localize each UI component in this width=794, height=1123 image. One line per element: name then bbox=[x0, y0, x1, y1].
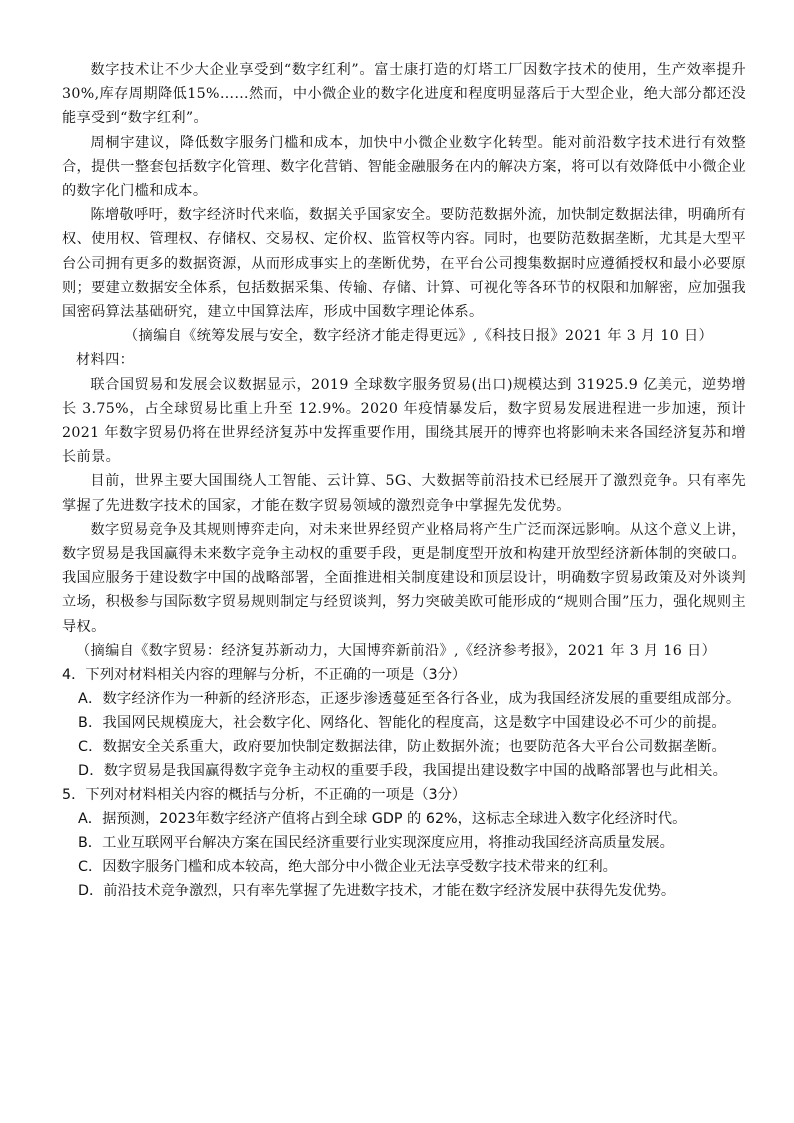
exam-page bbox=[62, 58, 746, 903]
question-4 bbox=[62, 663, 746, 783]
option-d: D．前沿技术竞争激烈，只有率先掌握了先进数字技术，才能在数字经济发展中获得先发优势。 bbox=[78, 883, 676, 900]
material-three bbox=[62, 58, 746, 348]
question-stem: 5．下列对材料相关内容的概括与分析，不正确的一项是（3分） bbox=[62, 787, 467, 804]
source-citation: （摘编自《数字贸易：经济复苏新动力，大国博弈新前沿》,《经济参考报》，2021 年 3 月 16 日） bbox=[76, 642, 717, 659]
paragraph: 周桐宇建议，降低数字服务门槛和成本，加快中小微企业数字化转型。能对前沿数字技术进行有效整合，提供一整套包括数字化管理、数字化营销、智能金融服务在内的解决方案，将可以有效降低中小微企业的数字化门槛和成本。 bbox=[62, 134, 746, 200]
paragraph: 数字技术让不少大企业享受到“数字红利”。富士康打造的灯塔工厂因数字技术的使用，生产效率提升30%,库存周期降低15%……然而，中小微企业的数字化进度和程度明显落后于大型企业，绝大部分都还没能享受到“数字红利”。 bbox=[62, 62, 746, 127]
questions bbox=[62, 663, 746, 903]
paragraph: 陈增敬呼吁，数字经济时代来临，数据关乎国家安全。要防范数据外流，加快制定数据法律，明确所有权、使用权、管理权、存储权、交易权、定价权、监管权等内容。同时，也要防范数据垄断，尤其是大型平台公司拥有更多的数据资源，从而形成事实上的垄断优势，在平台公司搜集数据时应遵循授权和最小必要原则；要建立数据安全体系，包括数据采集、传输、存储、计算、可视化等各环节的权限和加解密，应加强我国密码算法基础研究，建立中国算法库，形成中国数字理论体系。 bbox=[62, 207, 746, 321]
option-c: C．数据安全关系重大，政府要加快制定数据法律，防止数据外流；也要防范各大平台公司数据垄断。 bbox=[78, 739, 727, 756]
paragraph: 数字贸易竞争及其规则博弈走向，对未来世界经贸产业格局将产生广泛而深远影响。从这个意义上讲，数字贸易是我国赢得未来数字竞争主动权的重要手段，更是制度型开放和构建开放型经济新体制的突破口。我国应服务于建设数字中国的战略部署，全面推进相关制度建设和顶层设计，明确数字贸易政策及对外谈判立场，积极参与国际数字贸易规则制定与经贸谈判，努力突破美欧可能形成的“规则合围”压力，强化规则主导权。 bbox=[62, 521, 746, 635]
question-5 bbox=[62, 783, 746, 903]
option-a: A．数字经济作为一种新的经济形态，正逐步渗透蔓延至各行各业，成为我国经济发展的重要组成部分。 bbox=[78, 691, 741, 708]
source-citation: （摘编自《统筹发展与安全，数字经济才能走得更远》,《科技日报》2021 年 3 月 10 日） bbox=[124, 328, 714, 345]
option-b: B．我国网民规模庞大，社会数字化、网络化、智能化的程度高，这是数字中国建设必不可少的前提。 bbox=[78, 715, 726, 732]
paragraph: 目前，世界主要大国围绕人工智能、云计算、5G、大数据等前沿技术已经展开了激烈竞争。只有率先掌握了先进数字技术的国家，才能在数字贸易领域的激烈竞争中掌握先发优势。 bbox=[62, 473, 746, 514]
material-label: 材料四： bbox=[76, 352, 135, 369]
question-stem: 4．下列对材料相关内容的理解与分析，不正确的一项是（3分） bbox=[62, 667, 467, 684]
option-b: B．工业互联网平台解决方案在国民经济重要行业实现深度应用，将推动我国经济高质量发展。 bbox=[78, 835, 674, 852]
paragraph: 联合国贸易和发展会议数据显示，2019 全球数字服务贸易(出口)规模达到 31925.9 亿美元，逆势增长 3.75%，占全球贸易比重上升至 12.9%。2020 年疫情暴发后，数字贸易发展进程进一步加速，预计 2021 年数字贸易仍将在世界经济复苏中发挥重要作用，围绕其展开的博弈也将影响未来各国经济复苏和增长前景。 bbox=[62, 376, 746, 466]
option-c: C．因数字服务门槛和成本较高，绝大部分中小微企业无法享受数字技术带来的红利。 bbox=[78, 859, 617, 876]
option-a: A．据预测，2023年数字经济产值将占到全球 GDP 的 62%，这标志全球进入数字化经济时代。 bbox=[78, 811, 687, 828]
option-d: D．数字贸易是我国赢得数字竞争主动权的重要手段，我国提出建设数字中国的战略部署也与此相关。 bbox=[78, 763, 728, 780]
material-four bbox=[62, 348, 746, 663]
